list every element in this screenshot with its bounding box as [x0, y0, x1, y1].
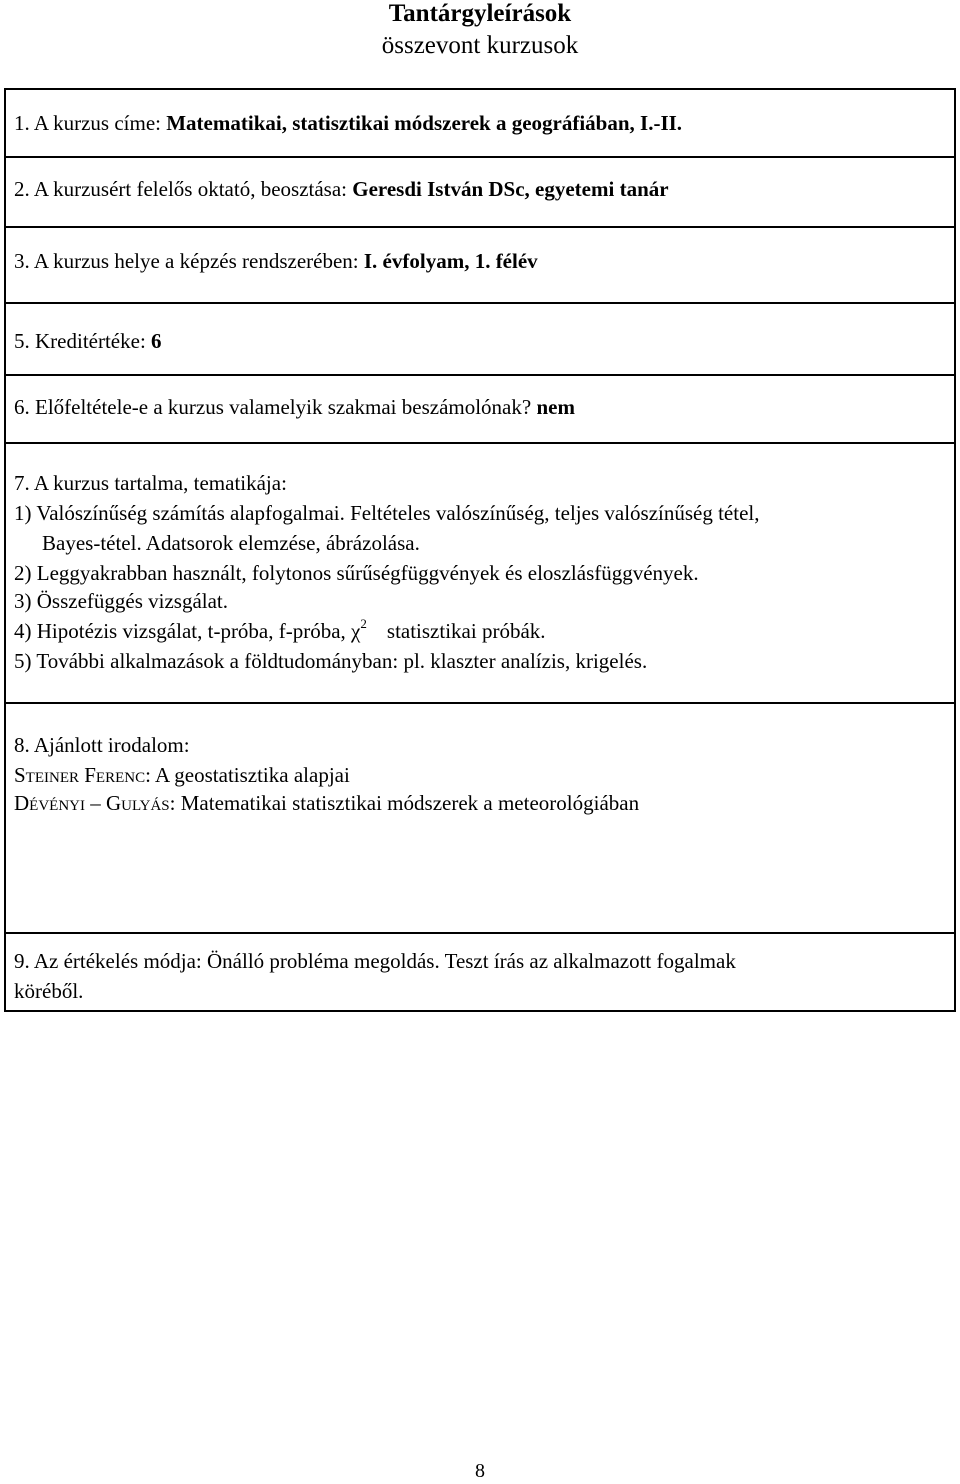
document-subtitle: összevont kurzusok	[381, 32, 579, 59]
content-line-5: 5) További alkalmazások a földtudományban: pl. klaszter analízis, krigelés.	[14, 649, 648, 673]
literature-ref-1	[14, 760, 350, 790]
content-line-2: 2) Leggyakrabban használt, folytonos sűrűségfüggvények és eloszlásfüggvények.	[14, 561, 699, 585]
content-line-3: 3) Összefüggés vizsgálat.	[14, 589, 229, 613]
prerequisite-value: nem	[536, 395, 575, 419]
content-line-4	[14, 616, 546, 649]
literature-ref-2	[14, 788, 639, 818]
prerequisite-label: 6. Előfeltétele-e a kurzus valamelyik szakmai beszámolónak?	[14, 395, 537, 419]
content-line-4-text: 4) Hipotézis vizsgálat, t-próba, f-próba, χ	[14, 619, 361, 643]
course-title-label: 1. A kurzus címe:	[14, 111, 167, 135]
evaluation-line-2: köréből.	[14, 979, 84, 1003]
literature-heading: 8. Ajánlott irodalom:	[14, 733, 190, 757]
content-line-4-end: statisztikai próbák.	[386, 619, 546, 643]
row-course-title	[6, 90, 954, 158]
content-line-1-cont: Bayes-tétel. Adatsorok elemzése, ábrázolása.	[42, 531, 420, 555]
document-title: Tantárgyleírások	[388, 0, 572, 27]
row-course-content	[6, 444, 954, 704]
credit-label: 5. Kreditértéke:	[14, 329, 152, 353]
row-recommended-literature	[6, 704, 954, 934]
row-prerequisite	[6, 376, 954, 444]
content-heading: 7. A kurzus tartalma, tematikája:	[14, 471, 287, 495]
row-credit-value	[6, 304, 954, 376]
ref-1-title: : A geostatisztika alapjai	[145, 763, 350, 787]
row-course-placement	[6, 228, 954, 304]
page-number: 8	[475, 1460, 485, 1482]
placement-label: 3. A kurzus helye a képzés rendszerében:	[14, 249, 364, 273]
row-responsible-teacher	[6, 158, 954, 228]
content-line-1: 1) Valószínűség számítás alapfogalmai. Feltételes valószínűség, teljes valószínűség tétel,	[14, 501, 760, 525]
chi-square-superscript: 2	[360, 616, 367, 631]
course-title-value: Matematikai, statisztikai módszerek a geográfiában, I.-II.	[166, 111, 683, 135]
ref-1-author: Steiner Ferenc	[14, 763, 146, 787]
placement-value: I. évfolyam, 1. félév	[363, 249, 538, 273]
ref-2-author: Dévényi – Gulyás	[14, 791, 170, 815]
teacher-label: 2. A kurzusért felelős oktató, beosztása:	[14, 177, 353, 201]
teacher-value: Geresdi István DSc, egyetemi tanár	[352, 177, 669, 201]
ref-2-title: : Matematikai statisztikai módszerek a meteorológiában	[169, 791, 640, 815]
course-description-table	[4, 88, 956, 1012]
evaluation-line-1: 9. Az értékelés módja: Önálló probléma megoldás. Teszt írás az alkalmazott fogalmak	[14, 949, 736, 973]
credit-value: 6	[151, 329, 162, 353]
row-evaluation	[6, 934, 954, 1010]
